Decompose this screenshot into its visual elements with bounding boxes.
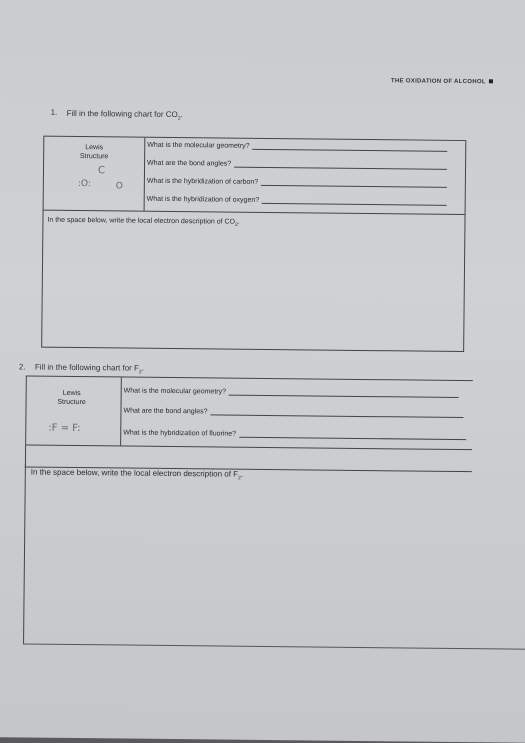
q1-lewis-label: Lewis Structure: [79, 144, 109, 161]
square-bullet-icon: [489, 80, 493, 84]
q2-lewis-label: Lewis Structure: [57, 389, 86, 407]
q2-title: Fill in the following chart for $F_2$.: [34, 362, 145, 376]
q2-sketch-f2: :F = F:: [48, 422, 81, 435]
q2-question-geometry[interactable]: What is the molecular geometry?: [124, 387, 459, 398]
q2-answer-area[interactable]: [24, 477, 506, 647]
q1-divider: [44, 210, 465, 215]
page-header: [391, 78, 493, 85]
q2-question-bond-angles[interactable]: What are the bond angles?: [123, 407, 463, 418]
q1-sketch-oxygen-right: O: [115, 181, 123, 192]
q1-question-geometry[interactable]: What is the molecular geometry?: [147, 142, 447, 152]
q1-sketch-oxygen-left: :O:: [77, 178, 91, 190]
q2-lewis-cell[interactable]: [26, 376, 122, 445]
q1-chart-box: [41, 136, 466, 352]
q1-title: Fill in the following chart for $CO_2$.: [66, 108, 183, 122]
q1-number: 1.: [50, 107, 58, 117]
q2-question-fluorine-hybridization[interactable]: What is the hybridization of fluorine?: [123, 429, 466, 440]
q1-question-carbon-hybridization[interactable]: What is the hybridization of carbon?: [147, 178, 447, 188]
q2-number: 2.: [18, 362, 26, 372]
q1-description-prompt: In the space below, write the local electron description of $CO_2$.: [47, 216, 240, 229]
header-title: THE OXIDATION OF ALCOHOL: [390, 78, 486, 86]
q1-sketch-carbon: C: [97, 165, 106, 177]
q1-answer-area[interactable]: [42, 229, 464, 350]
q2-description-prompt: In the space below, write the local electron description of $F_2$.: [30, 467, 244, 482]
q1-lewis-cell[interactable]: [44, 137, 146, 211]
q2-chart-box: [25, 375, 473, 472]
q2-divider: [26, 444, 472, 450]
q1-question-oxygen-hybridization[interactable]: What is the hybridization of oxygen?: [147, 196, 447, 206]
q1-question-bond-angles[interactable]: What are the bond angles?: [147, 160, 447, 170]
